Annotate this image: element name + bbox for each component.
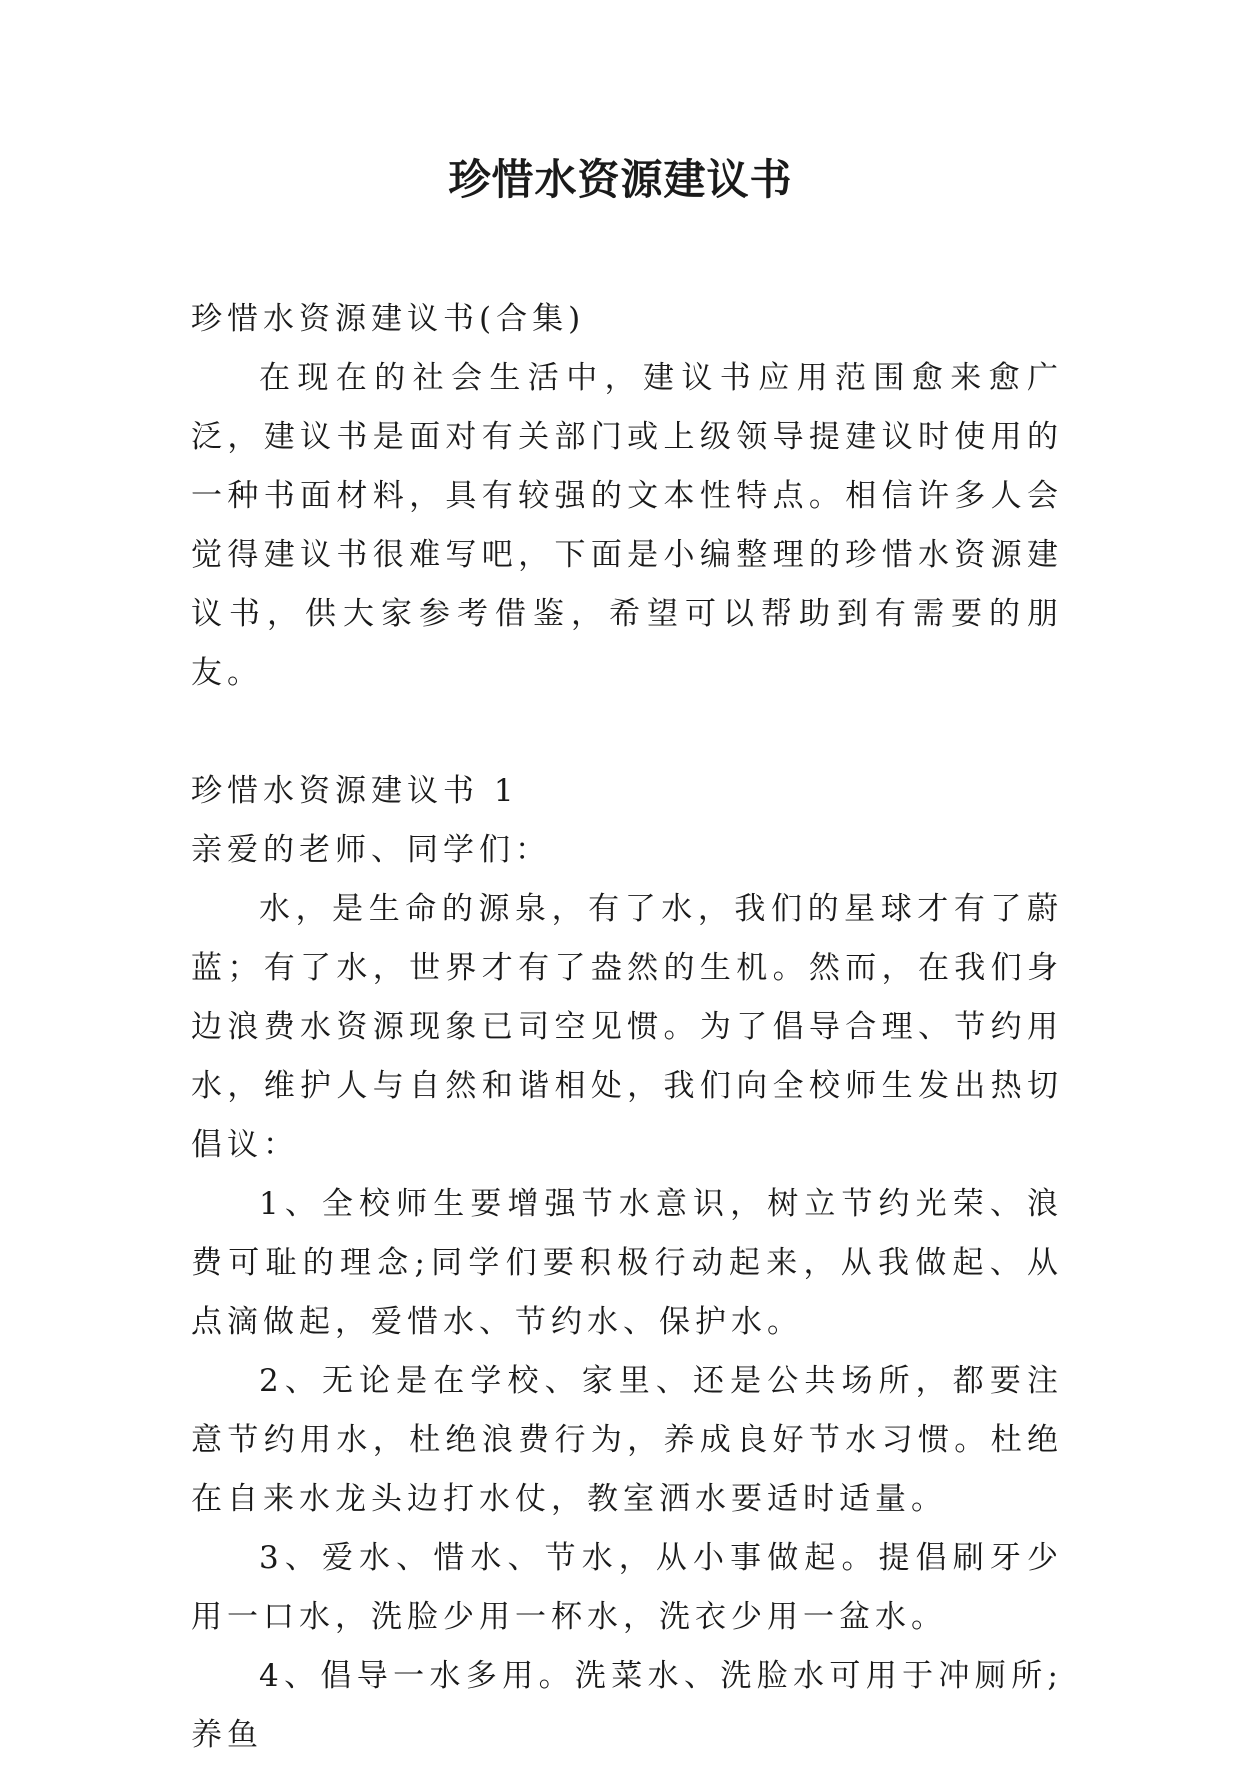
body-paragraph: 水，是生命的源泉，有了水，我们的星球才有了蔚蓝；有了水，世界才有了盎然的生机。然而，在我们身边浪费水资源现象已司空见惯。为了倡导合理、节约用水，维护人与自然和谐相处，我们向全校师生发出热切倡议： bbox=[191, 891, 1063, 1163]
subtitle-paragraph: 珍惜水资源建议书(合集) bbox=[191, 301, 586, 337]
document-title: 珍惜水资源建议书 bbox=[448, 155, 793, 204]
list-item-2: 2、无论是在学校、家里、还是公共场所，都要注意节约用水，杜绝浪费行为，养成良好节水习惯。杜绝在自来水龙头边打水仗，教室洒水要适时适量。 bbox=[191, 1363, 1063, 1517]
list-item-4: 4、倡导一水多用。洗菜水、洗脸水可用于冲厕所;养鱼 bbox=[191, 1658, 1063, 1753]
list-item-1: 1、全校师生要增强节水意识，树立节约光荣、浪费可耻的理念;同学们要积极行动起来，从我做起、从点滴做起，爱惜水、节约水、保护水。 bbox=[191, 1186, 1063, 1340]
intro-paragraph: 在现在的社会生活中，建议书应用范围愈来愈广泛，建议书是面对有关部门或上级领导提建议时使用的一种书面材料，具有较强的文本性特点。相信许多人会觉得建议书很难写吧，下面是小编整理的珍惜水资源建议书，供大家参考借鉴，希望可以帮助到有需要的朋友。 bbox=[191, 360, 1063, 691]
list-item-3: 3、爱水、惜水、节水，从小事做起。提倡刷牙少用一口水，洗脸少用一杯水，洗衣少用一盆水。 bbox=[191, 1540, 1063, 1635]
document-body bbox=[191, 290, 1063, 1765]
salutation-paragraph: 亲爱的老师、同学们： bbox=[191, 832, 551, 868]
section-heading: 珍惜水资源建议书 1 bbox=[191, 773, 519, 809]
